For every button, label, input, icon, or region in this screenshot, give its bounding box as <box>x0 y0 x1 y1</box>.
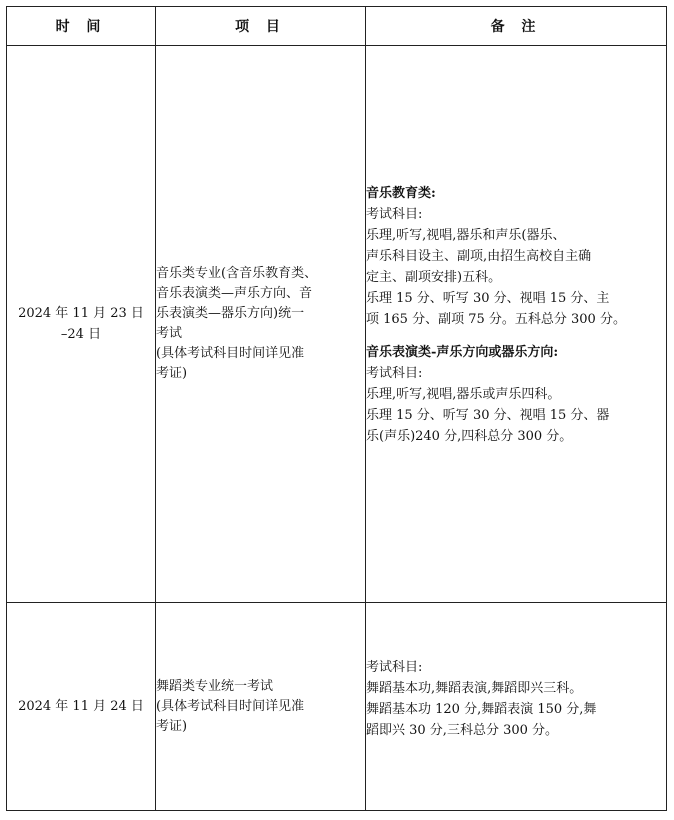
item-cell <box>156 603 366 811</box>
item-line: 考证) <box>156 366 188 381</box>
item-line: (具体考试科目时间详见准 <box>156 698 305 714</box>
note-heading: 音乐教育类: <box>366 186 436 201</box>
item-line: (具体考试科目时间详见准 <box>156 346 305 361</box>
header-row <box>7 7 667 46</box>
note-line: 舞蹈基本功,舞蹈表演,舞蹈即兴三科。 <box>366 680 583 696</box>
time-line: 2024 年 11 月 24 日 <box>18 699 144 714</box>
item-line: 乐表演类—器乐方向)统一 <box>156 306 305 321</box>
time-cell <box>7 603 156 811</box>
note-cell <box>366 46 667 603</box>
item-line: 音乐类专业(含音乐教育类、 <box>156 266 318 281</box>
note-line: 乐理 15 分、听写 30 分、视唱 15 分、主 <box>366 291 610 306</box>
note-line: 乐理 15 分、听写 30 分、视唱 15 分、器 <box>366 408 610 423</box>
item-cell <box>156 46 366 603</box>
table-row <box>7 46 667 603</box>
note-subheading: 考试科目: <box>366 659 423 675</box>
note-line: 定主、副项安排)五科。 <box>366 270 502 285</box>
note-line: 乐(声乐)240 分,四科总分 300 分。 <box>366 429 573 444</box>
note-line: 乐理,听写,视唱,器乐和声乐(器乐、 <box>366 228 566 243</box>
time-line: 2024 年 11 月 23 日 <box>18 306 144 321</box>
schedule-table <box>6 6 667 811</box>
note-line: 声乐科目设主、副项,由招生高校自主确 <box>366 249 592 264</box>
header-time: 时 间 <box>7 7 156 46</box>
note-line: 项 165 分、副项 75 分。五科总分 300 分。 <box>366 312 626 327</box>
item-line: 舞蹈类专业统一考试 <box>156 678 274 694</box>
note-line: 舞蹈基本功 120 分,舞蹈表演 150 分,舞 <box>366 701 597 717</box>
time-line: –24 日 <box>60 327 102 342</box>
item-line: 考证) <box>156 718 188 734</box>
time-cell <box>7 46 156 603</box>
note-cell <box>366 603 667 811</box>
section-gap <box>366 330 666 342</box>
table-row <box>7 603 667 811</box>
note-subheading: 考试科目: <box>366 366 423 381</box>
note-line: 蹈即兴 30 分,三科总分 300 分。 <box>366 722 559 738</box>
header-item: 项 目 <box>156 7 366 46</box>
note-subheading: 考试科目: <box>366 207 423 222</box>
item-line: 音乐表演类—声乐方向、音 <box>156 286 313 301</box>
note-heading: 音乐表演类-声乐方向或器乐方向: <box>366 345 559 360</box>
note-line: 乐理,听写,视唱,器乐或声乐四科。 <box>366 387 561 402</box>
item-line: 考试 <box>156 326 183 341</box>
header-note: 备 注 <box>366 7 667 46</box>
